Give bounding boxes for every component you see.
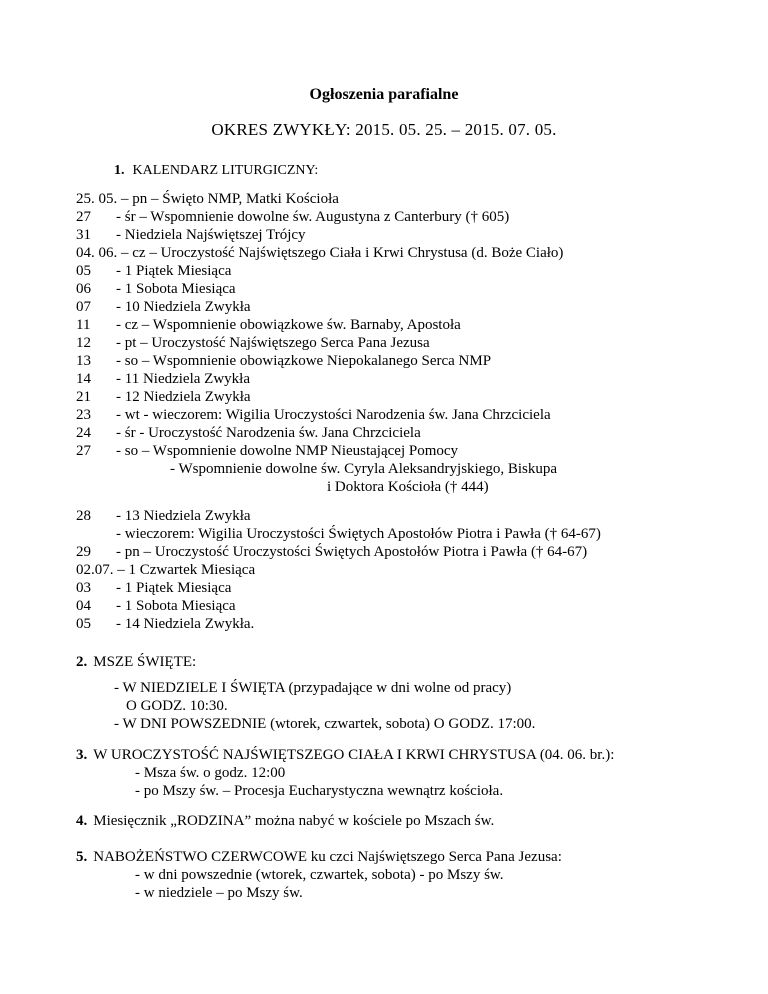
period-subtitle: OKRES ZWYKŁY: 2015. 05. 25. – 2015. 07. 05. [211, 120, 557, 139]
calendar-entry: 29 - pn – Uroczystość Uroczystości Świętych Apostołów Piotra i Pawła († 64-67) [76, 544, 588, 560]
section-number: 5. [76, 849, 88, 865]
section-number: 4. [76, 813, 88, 829]
section-title: MSZE ŚWIĘTE: [93, 654, 197, 670]
section-title: NABOŻEŃSTWO CZERWCOWE ku czci Najświętszego Serca Pana Jezusa: [93, 849, 562, 865]
calendar-entry: - Wspomnienie dowolne św. Cyryla Aleksandryjskiego, Biskupa [170, 461, 558, 477]
calendar-entry: 24 - śr - Uroczystość Narodzenia św. Jana Chrzciciela [76, 425, 421, 441]
calendar-entry: 27 - so – Wspomnienie dowolne NMP Nieustającej Pomocy [76, 443, 459, 459]
section-title: KALENDARZ LITURGICZNY: [132, 163, 319, 178]
section-4-rodzina [76, 812, 756, 830]
calendar-entry: i Doktora Kościoła († 444) [327, 479, 489, 495]
calendar-entry: 03 - 1 Piątek Miesiąca [76, 580, 232, 596]
calendar-entry: 31 - Niedziela Najświętszej Trójcy [76, 227, 306, 243]
calendar-entry: - wieczorem: Wigilia Uroczystości Świętych Apostołów Piotra i Pawła († 64-67) [116, 526, 601, 542]
calendar-entry: 13 - so – Wspomnienie obowiązkowe Niepokalanego Serca NMP [76, 353, 492, 369]
calendar-entry: 06 - 1 Sobota Miesiąca [76, 281, 236, 297]
calendar-entry: 14 - 11 Niedziela Zwykła [76, 371, 250, 387]
calendar-entry: 04 - 1 Sobota Miesiąca [76, 598, 236, 614]
calendar-entry: 25. 05. – pn – Święto NMP, Matki Kościoła [76, 191, 339, 207]
section-5-june-devotion: 5. NABOŻEŃSTWO CZERWCOWE ku czci Najświętszego Serca Pana Jezusa: - w dni powszednie (wtorek, czwartek, sobota) - po Mszy św. - w niedziele – po Mszy św. [76, 849, 562, 901]
calendar-entry: 23 - wt - wieczorem: Wigilia Uroczystości Narodzenia św. Jana Chrzciciela [76, 407, 551, 423]
calendar-entry: 12 - pt – Uroczystość Najświętszego Serca Pana Jezusa [76, 335, 430, 351]
calendar-entry: 05 - 1 Piątek Miesiąca [76, 263, 232, 279]
section-number: 3. [76, 747, 88, 763]
calendar-entry: 28 - 13 Niedziela Zwykła [76, 508, 251, 524]
calendar-entry: 04. 06. – cz – Uroczystość Najświętszego Ciała i Krwi Chrystusa (d. Boże Ciało) [76, 245, 564, 261]
calendar-entry: 11 - cz – Wspomnienie obowiązkowe św. Barnaby, Apostoła [76, 317, 461, 333]
section-3-corpus-christi: 3. W UROCZYSTOŚĆ NAJŚWIĘTSZEGO CIAŁA I KRWI CHRYSTUSA (04. 06. br.): - Msza św. o godz. 12:00 - po Mszy św. – Procesja Eucharystyczna wewnątrz kościoła. [76, 747, 615, 799]
section-number: 1. [114, 163, 125, 178]
section-text: Miesięcznik „RODZINA” można nabyć w kościele po Mszach św. [93, 813, 495, 829]
liturgical-calendar [76, 190, 756, 633]
section-2-masses: 2. MSZE ŚWIĘTE: - W NIEDZIELE I ŚWIĘTA (przypadające w dni wolne od pracy) O GODZ. 10:30. - W DNI POWSZEDNIE (wtorek, czwartek, sobota) O GODZ. 17:00. [76, 654, 536, 732]
calendar-entry: 21 - 12 Niedziela Zwykła [76, 389, 251, 405]
section-title: W UROCZYSTOŚĆ NAJŚWIĘTSZEGO CIAŁA I KRWI CHRYSTUSA (04. 06. br.): [93, 747, 615, 763]
section-number: 2. [76, 654, 88, 670]
page-title: Ogłoszenia parafialne [309, 86, 459, 103]
calendar-entry: 27 - śr – Wspomnienie dowolne św. Augustyna z Canterbury († 605) [76, 209, 510, 225]
section-1-heading [114, 163, 318, 179]
calendar-entry: 05 - 14 Niedziela Zwykła. [76, 616, 255, 632]
calendar-entry: 07 - 10 Niedziela Zwykła [76, 299, 251, 315]
calendar-entry: 02.07. – 1 Czwartek Miesiąca [76, 562, 256, 578]
